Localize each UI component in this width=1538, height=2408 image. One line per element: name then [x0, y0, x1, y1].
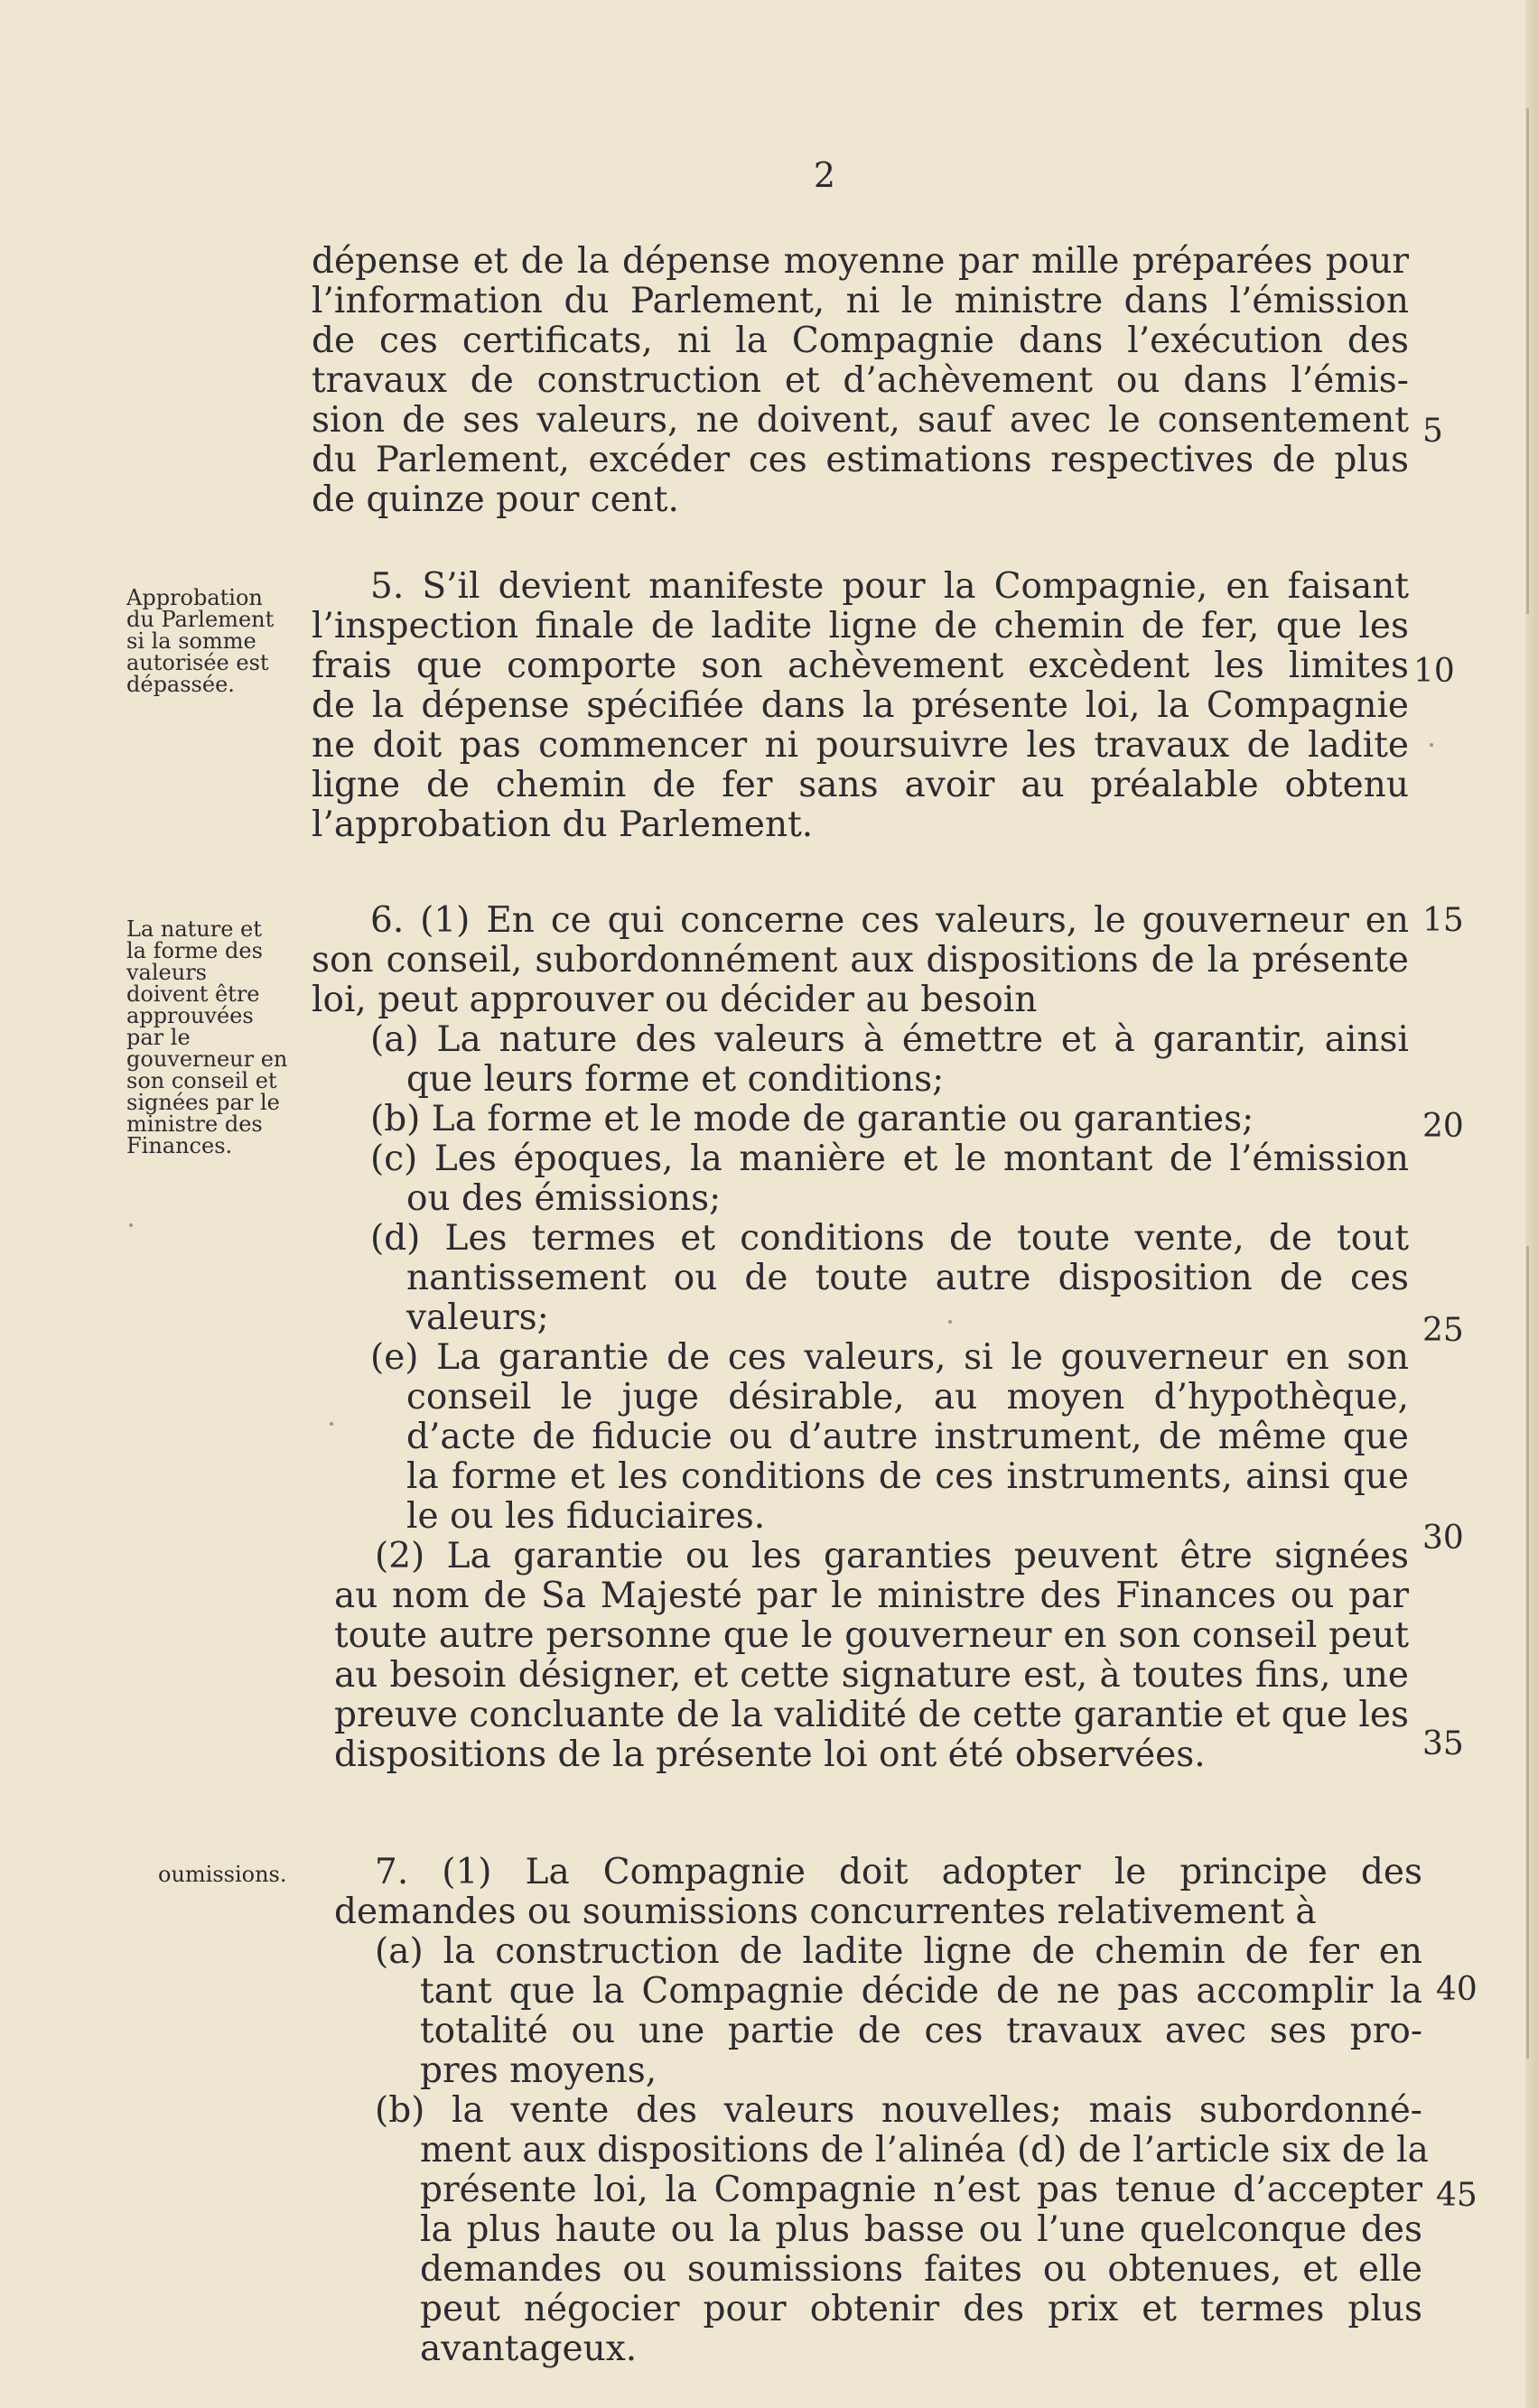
text-line: tant que la Compagnie décide de ne pas accomplir la — [420, 1971, 1422, 2012]
page-edge-shadow — [1526, 1246, 1529, 2059]
print-speck — [1430, 743, 1433, 747]
line-number: 20 — [1422, 1108, 1464, 1145]
line-number: 15 — [1422, 902, 1464, 939]
print-speck — [330, 1422, 333, 1426]
text-line: présente loi, la Compagnie n’est pas tenue d’accepter — [420, 2170, 1422, 2210]
page-number: 2 — [813, 155, 836, 195]
section-heading-line: 6. (1) En ce qui concerne ces valeurs, le gouverneur en — [370, 900, 1409, 941]
text-line: toute autre personne que le gouverneur en son conseil peut — [334, 1615, 1409, 1656]
item-e: (e) La garantie de ces valeurs, si le gouverneur en son — [370, 1337, 1409, 1378]
margin-note-approbation: Approbation du Parlement si la somme autorisée est dépassée. — [126, 585, 275, 697]
section-5 — [312, 567, 1409, 845]
section-7 — [334, 1852, 1429, 2369]
line-number: 40 — [1436, 1971, 1477, 2008]
text-line: de la dépense spécifiée dans la présente loi, la Compagnie — [312, 685, 1409, 726]
section-heading-line: 5. S’il devient manifeste pour la Compagnie, en faisant — [370, 566, 1409, 607]
text-line: de ces certificats, ni la Compagnie dans l’exécution des — [312, 321, 1409, 361]
text-line: nantissement ou de toute autre disposition de ces — [406, 1258, 1409, 1298]
text-line: ment aux dispositions de l’alinéa (d) de l’article six de la — [420, 2130, 1429, 2171]
subsection-2-line: (2) La garantie ou les garanties peuvent être signées — [375, 1536, 1409, 1576]
text-line: totalité ou une partie de ces travaux avec ses pro- — [420, 2011, 1422, 2051]
text-line: avantageux. — [420, 2329, 638, 2369]
text-line: demandes ou soumissions faites ou obtenues, et elle — [420, 2249, 1422, 2290]
item-b: (b) La forme et le mode de garantie ou garanties; — [370, 1099, 1254, 1139]
text-line: peut négocier pour obtenir des prix et termes plus — [420, 2289, 1422, 2329]
text-line: sion de ses valeurs, ne doivent, sauf avec le consentement — [312, 400, 1409, 441]
margin-note-soumissions: oumissions. — [158, 1862, 287, 1887]
line-number: 10 — [1413, 653, 1455, 690]
text-line: travaux de construction et d’achèvement ou dans l’émis- — [312, 360, 1409, 401]
line-number: 25 — [1422, 1312, 1464, 1349]
text-line: ligne de chemin de fer sans avoir au préalable obtenu — [312, 765, 1409, 805]
item-a: (a) La nature des valeurs à émettre et à garantir, ainsi — [370, 1019, 1409, 1060]
text-line: la forme et les conditions de ces instruments, ainsi que — [406, 1456, 1409, 1497]
item-c: (c) Les époques, la manière et le montant de l’émission — [370, 1139, 1409, 1179]
section-6 — [312, 901, 1409, 1775]
print-speck — [948, 1320, 952, 1324]
text-line: ou des émissions; — [406, 1178, 722, 1219]
continuation-paragraph — [312, 242, 1409, 520]
page-edge-shadow — [1526, 108, 1529, 614]
text-line: loi, peut approuver ou décider au besoin — [312, 980, 1038, 1020]
text-line: frais que comporte son achèvement excèdent les limites — [312, 646, 1409, 686]
line-number: 30 — [1422, 1520, 1464, 1557]
text-line: d’acte de fiducie ou d’autre instrument, de même que — [406, 1417, 1409, 1457]
line-number: 45 — [1436, 2177, 1477, 2214]
text-line: de quinze pour cent. — [312, 479, 679, 520]
line-number: 5 — [1422, 413, 1443, 450]
text-line: le ou les fiduciaires. — [406, 1496, 766, 1537]
text-line: ne doit pas commencer ni poursuivre les travaux de ladite — [312, 725, 1409, 766]
text-line: dépense et de la dépense moyenne par mille préparées pour — [312, 241, 1409, 282]
item-a: (a) la construction de ladite ligne de chemin de fer en — [375, 1931, 1422, 1972]
text-line: l’information du Parlement, ni le ministre dans l’émission — [312, 281, 1409, 321]
text-line: au nom de Sa Majesté par le ministre des Finances ou par — [334, 1576, 1409, 1616]
print-speck — [129, 1223, 133, 1227]
text-line: dispositions de la présente loi ont été observées. — [334, 1734, 1206, 1775]
margin-note-nature-forme: La nature et la forme des valeurs doivent être approuvées par le gouverneur en son conseil et signées par le ministre des Finances. — [126, 916, 288, 1158]
text-line: la plus haute ou la plus basse ou l’une quelconque des — [420, 2209, 1422, 2250]
line-number: 35 — [1422, 1725, 1464, 1762]
text-line: pres moyens, — [420, 2050, 657, 2091]
text-line: l’inspection finale de ladite ligne de chemin de fer, que les — [312, 606, 1409, 646]
text-line: au besoin désigner, et cette signature est, à toutes fins, une — [334, 1655, 1409, 1696]
text-line: conseil le juge désirable, au moyen d’hypothèque, — [406, 1377, 1409, 1418]
text-line: l’approbation du Parlement. — [312, 804, 814, 845]
section-heading-line: 7. (1) La Compagnie doit adopter le principe des — [375, 1852, 1422, 1892]
item-d: (d) Les termes et conditions de toute vente, de tout — [370, 1218, 1409, 1259]
text-line: demandes ou soumissions concurrentes relativement à — [334, 1892, 1317, 1932]
text-line: du Parlement, excéder ces estimations respectives de plus — [312, 440, 1409, 480]
text-line: que leurs forme et conditions; — [406, 1059, 945, 1100]
text-line: preuve concluante de la validité de cette garantie et que les — [334, 1695, 1409, 1735]
text-line: son conseil, subordonnément aux dispositions de la présente — [312, 940, 1409, 981]
item-b: (b) la vente des valeurs nouvelles; mais subordonné- — [375, 2090, 1422, 2131]
text-line: valeurs; — [406, 1297, 549, 1338]
